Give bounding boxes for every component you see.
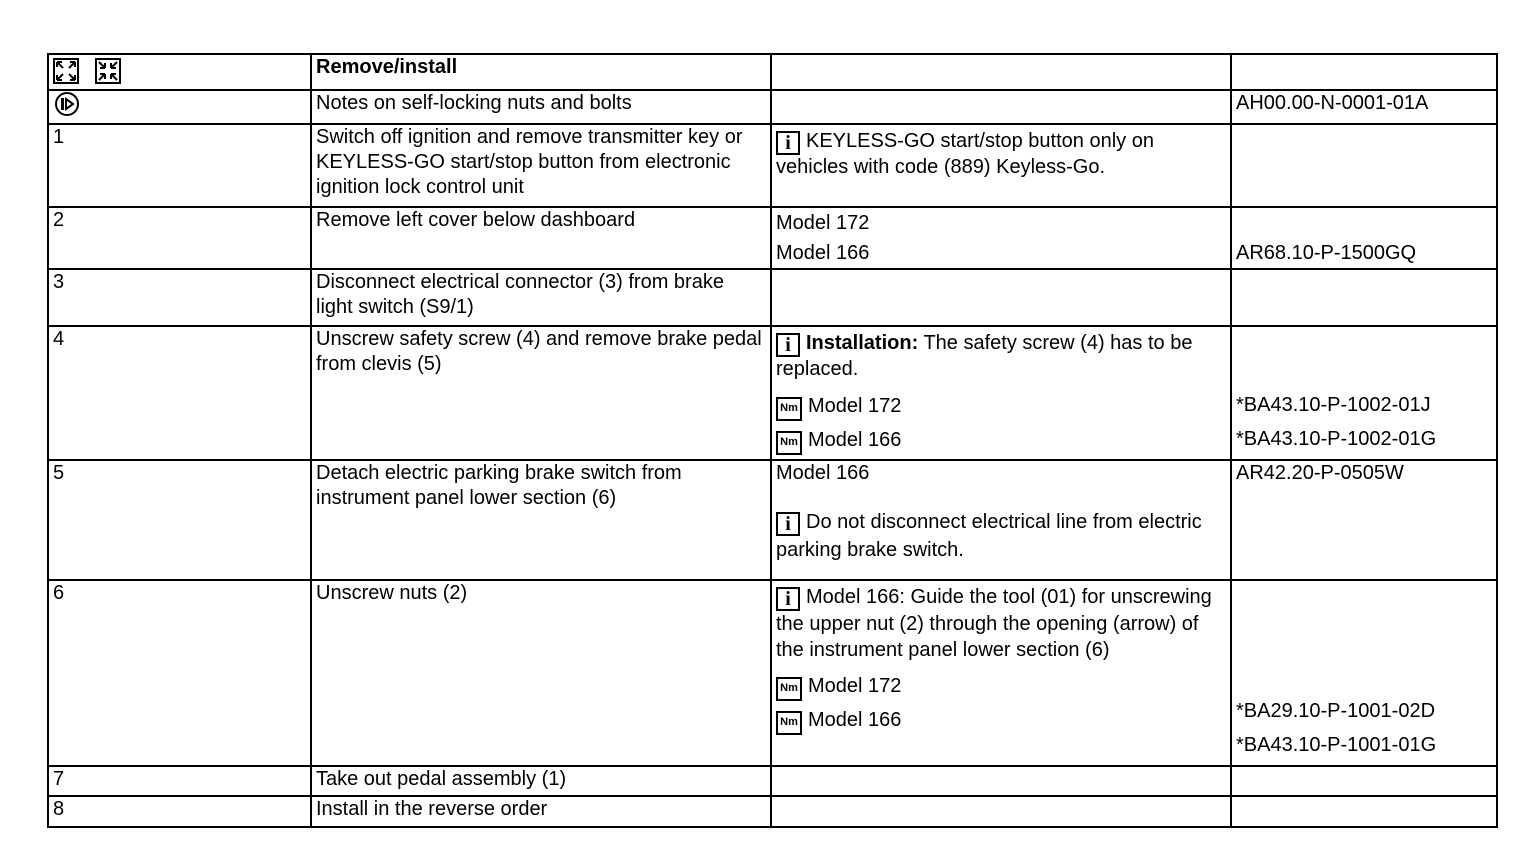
note-text[interactable]: Notes on self-locking nuts and bolts xyxy=(311,90,771,124)
step-info-cell xyxy=(771,124,1231,207)
step-info-cell xyxy=(771,460,1231,580)
note-icon-cell xyxy=(48,90,311,124)
model-166: Model 166 xyxy=(776,242,870,264)
step-text: Take out pedal assembly (1) xyxy=(311,766,771,796)
step-ref-cell xyxy=(1231,207,1497,269)
torque-model: Model 166 xyxy=(808,709,902,731)
ref-link[interactable]: *BA29.10-P-1001-02D xyxy=(1236,700,1436,722)
step-number: 3 xyxy=(48,269,311,326)
step-row-8 xyxy=(48,796,1497,827)
collapse-icon[interactable] xyxy=(95,58,121,84)
info-icon: i xyxy=(776,131,800,155)
model-166: Model 166 xyxy=(776,462,870,484)
installation-label: Installation: xyxy=(806,332,919,354)
step-ref-cell xyxy=(1231,460,1497,580)
step-row-6 xyxy=(48,580,1497,766)
arrow-circle-icon xyxy=(53,91,81,117)
procedure-table xyxy=(47,53,1498,828)
step-info-cell xyxy=(771,580,1231,766)
info-text: Do not disconnect electrical line from electric parking brake switch. xyxy=(776,511,1202,561)
step-info-cell xyxy=(771,766,1231,796)
model-172: Model 172 xyxy=(776,212,870,234)
info-text: Model 166: Guide the tool (01) for unscrewing the upper nut (2) through the opening (arrow) of the instrument panel lower section (6) xyxy=(776,586,1212,661)
header-icons-cell xyxy=(48,54,311,90)
torque-icon: Nm xyxy=(776,711,802,735)
header-row xyxy=(48,54,1497,90)
step-number: 1 xyxy=(48,124,311,207)
torque-model: Model 172 xyxy=(808,395,902,417)
step-ref-cell xyxy=(1231,269,1497,326)
torque-icon: Nm xyxy=(776,431,802,455)
step-number: 4 xyxy=(48,326,311,460)
header-title: Remove/install xyxy=(311,54,771,90)
step-number: 8 xyxy=(48,796,311,827)
header-empty-4 xyxy=(1231,54,1497,90)
step-row-2 xyxy=(48,207,1497,269)
step-number: 7 xyxy=(48,766,311,796)
ref-link[interactable]: AR42.20-P-0505W xyxy=(1236,462,1404,484)
torque-icon: Nm xyxy=(776,397,802,421)
note-empty xyxy=(771,90,1231,124)
info-icon: i xyxy=(776,333,800,357)
ref-link[interactable]: *BA43.10-P-1001-01G xyxy=(1236,734,1437,756)
step-info-cell xyxy=(771,796,1231,827)
step-models-cell xyxy=(771,207,1231,269)
step-row-5 xyxy=(48,460,1497,580)
step-text: Switch off ignition and remove transmitter key or KEYLESS-GO start/stop button from electronic ignition lock control unit xyxy=(311,124,771,207)
ref-link[interactable]: *BA43.10-P-1002-01G xyxy=(1236,428,1437,450)
step-number: 6 xyxy=(48,580,311,766)
step-text: Unscrew nuts (2) xyxy=(311,580,771,766)
info-icon: i xyxy=(776,587,800,611)
ref-link[interactable]: AR68.10-P-1500GQ xyxy=(1236,242,1417,264)
torque-icon: Nm xyxy=(776,677,802,701)
step-ref-cell xyxy=(1231,766,1497,796)
info-text: KEYLESS-GO start/stop button only on vehicles with code (889) Keyless-Go. xyxy=(776,130,1154,178)
note-ref[interactable]: AH00.00-N-0001-01A xyxy=(1231,90,1497,124)
step-text: Detach electric parking brake switch from instrument panel lower section (6) xyxy=(311,460,771,580)
step-text: Remove left cover below dashboard xyxy=(311,207,771,269)
expand-icon[interactable] xyxy=(53,58,79,84)
step-info-cell xyxy=(771,326,1231,460)
ref-link[interactable]: *BA43.10-P-1002-01J xyxy=(1236,394,1431,416)
step-row-7 xyxy=(48,766,1497,796)
header-empty-3 xyxy=(771,54,1231,90)
step-ref-cell xyxy=(1231,124,1497,207)
info-icon: i xyxy=(776,512,800,536)
step-ref-cell xyxy=(1231,580,1497,766)
step-row-1 xyxy=(48,124,1497,207)
note-row xyxy=(48,90,1497,124)
torque-model: Model 172 xyxy=(808,675,902,697)
torque-model: Model 166 xyxy=(808,429,902,451)
step-ref-cell xyxy=(1231,326,1497,460)
step-number: 5 xyxy=(48,460,311,580)
step-text: Disconnect electrical connector (3) from brake light switch (S9/1) xyxy=(311,269,771,326)
step-number: 2 xyxy=(48,207,311,269)
info-text: The safety screw (4) has to be replaced. xyxy=(776,332,1193,380)
step-text: Unscrew safety screw (4) and remove brake pedal from clevis (5) xyxy=(311,326,771,460)
step-row-4 xyxy=(48,326,1497,460)
step-text: Install in the reverse order xyxy=(311,796,771,827)
step-ref-cell xyxy=(1231,796,1497,827)
step-info-cell xyxy=(771,269,1231,326)
step-row-3 xyxy=(48,269,1497,326)
